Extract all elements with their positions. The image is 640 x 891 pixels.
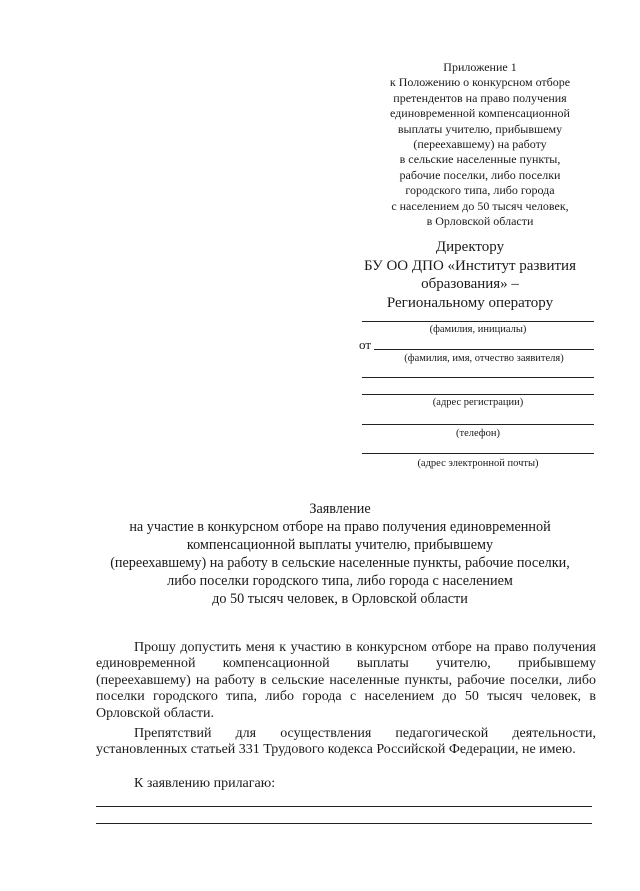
applicant-name-field[interactable] — [374, 349, 594, 350]
annex-line: выплаты учителю, прибывшему — [397, 121, 563, 136]
annex-line: с населением до 50 тысяч человек, — [391, 198, 569, 213]
attachments-field-line-1[interactable] — [96, 806, 592, 807]
phone-caption: (телефон) — [456, 428, 500, 439]
addressee-block — [340, 238, 600, 312]
attachments-label: К заявлению прилагаю: — [134, 776, 276, 791]
director-name-field[interactable] — [362, 321, 594, 322]
addressee-line: Региональному оператору — [386, 294, 554, 311]
title-line: до 50 тысяч человек, в Орловской области — [212, 591, 468, 607]
annex-line: рабочие поселки, либо поселки — [399, 167, 561, 182]
no-obstacles-paragraph: Препятствий для осуществления педагогической деятельности, установленных статьей 331 Трудового кодекса Российской Федерации, не имею. — [96, 726, 596, 758]
address-field-line-2[interactable] — [362, 394, 594, 395]
annex-line: городского типа, либо города — [405, 183, 555, 198]
annex-line: единовременной компенсационной — [390, 106, 570, 121]
title-line: компенсационной выплаты учителю, прибывшему — [186, 537, 494, 553]
annex-line: к Положению о конкурсном отборе — [389, 75, 571, 90]
attachments-field-line-2[interactable] — [96, 823, 592, 824]
title-line: Заявление — [309, 501, 371, 517]
director-name-caption: (фамилия, инициалы) — [429, 324, 527, 335]
addressee-line: образования» – — [421, 276, 519, 292]
addressee-line: Директору — [435, 239, 505, 255]
applicant-name-caption: (фамилия, имя, отчество заявителя) — [404, 353, 564, 364]
annex-line: (переехавшему) на работу — [413, 137, 547, 152]
annex-line: претендентов на право получения — [393, 90, 567, 105]
addressee-line: БУ ОО ДПО «Институт развития — [364, 257, 576, 274]
address-caption: (адрес регистрации) — [432, 397, 524, 408]
annex-line: в Орловской области — [426, 214, 534, 229]
email-field[interactable] — [362, 453, 594, 454]
annex-header — [360, 60, 600, 229]
title-line: либо поселки городского типа, либо города с населением — [167, 573, 513, 589]
application-title — [70, 500, 610, 608]
title-line: на участие в конкурсном отборе на право получения единовременной — [129, 519, 551, 535]
phone-field[interactable] — [362, 424, 594, 425]
annex-line: в сельские населенные пункты, — [399, 152, 561, 167]
email-caption: (адрес электронной почты) — [417, 458, 539, 469]
title-line: (переехавшему) на работу в сельские населенные пункты, рабочие поселки, — [110, 555, 570, 571]
request-paragraph: Прошу допустить меня к участию в конкурсном отборе на право получения единовременной компенсационной выплаты учителю, прибывшему (переехавшему) на работу в сельские населенные пункты, рабочие поселки, либо поселки городского типа, либо города с населением до 50 тысяч человек, в Орловской области. — [96, 640, 596, 721]
annex-line: Приложение 1 — [443, 60, 517, 74]
from-label: от — [359, 337, 372, 352]
address-field-line-1[interactable] — [362, 377, 594, 378]
